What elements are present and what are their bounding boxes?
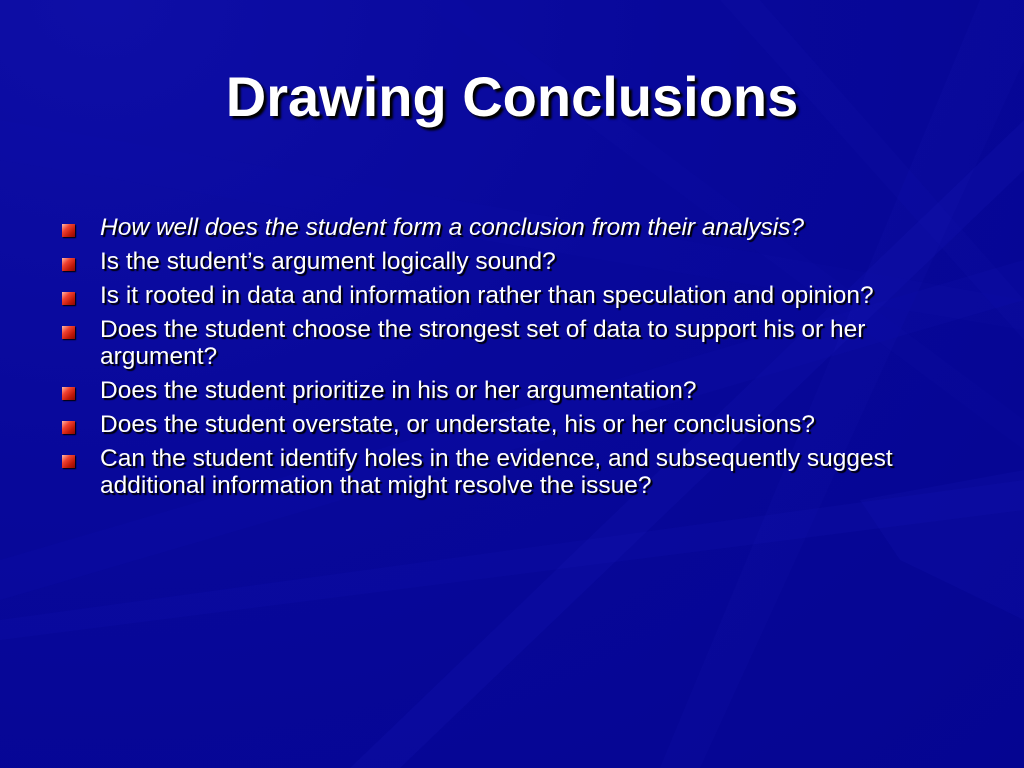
bullet-text: Is it rooted in data and information rather than speculation and opinion?: [100, 282, 874, 309]
square-bullet-icon: [62, 455, 75, 468]
square-bullet-icon: [62, 387, 75, 400]
square-bullet-icon: [62, 421, 75, 434]
bullet-text: How well does the student form a conclusion from their analysis?: [100, 214, 805, 241]
bullet-text: Is the student’s argument logically sound?: [100, 248, 556, 275]
bullet-item: [62, 445, 962, 499]
bullet-item: [62, 377, 962, 404]
bullet-text: Does the student choose the strongest set of data to support his or her argument?: [100, 316, 866, 370]
square-bullet-icon: [62, 224, 75, 237]
bullet-item: [62, 282, 962, 309]
bullet-item: [62, 248, 962, 275]
bullet-item: [62, 411, 962, 438]
bullet-list: [62, 214, 962, 506]
bullet-text: Does the student prioritize in his or her argumentation?: [100, 377, 697, 404]
bullet-item: [62, 316, 962, 370]
square-bullet-icon: [62, 292, 75, 305]
bullet-text: Does the student overstate, or understate, his or her conclusions?: [100, 411, 815, 438]
square-bullet-icon: [62, 326, 75, 339]
square-bullet-icon: [62, 258, 75, 271]
slide-title: Drawing Conclusions: [225, 65, 799, 128]
bullet-item: [62, 214, 962, 241]
bullet-text: Can the student identify holes in the evidence, and subsequently suggest additional information that might resolve the issue?: [100, 445, 893, 499]
